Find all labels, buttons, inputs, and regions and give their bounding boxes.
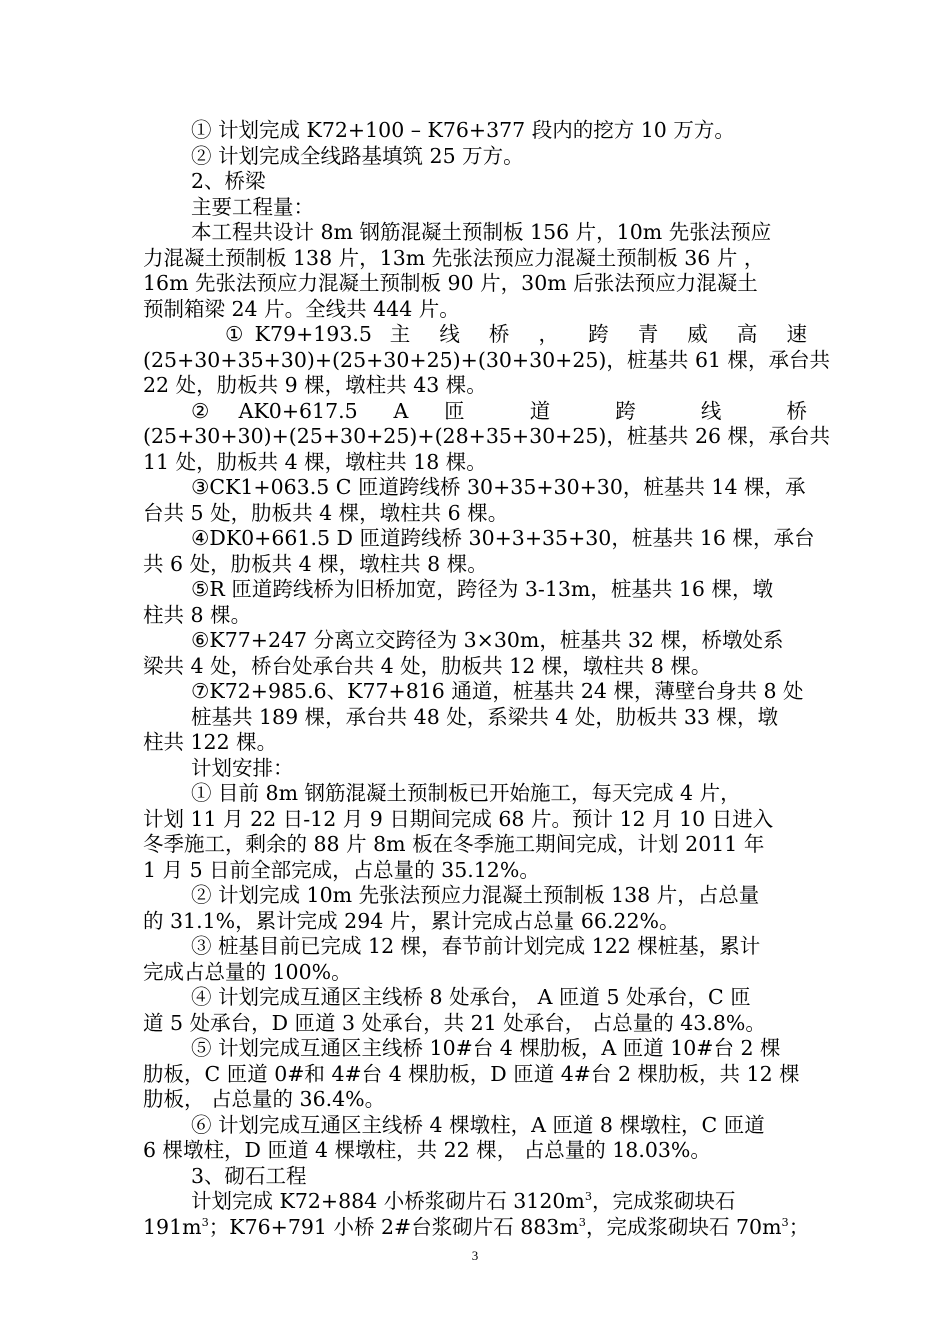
text-line: ⑦K72+985.6、K77+816 通道，桩基共 24 棵，薄壁台身共 8 处 <box>191 679 804 703</box>
text-line: 计划 11 月 22 日-12 月 9 日期间完成 68 片。预计 12 月 10 日进入 <box>143 806 774 831</box>
text-line: 柱共 8 棵。 <box>143 602 252 627</box>
superscript: 3 <box>201 1215 209 1229</box>
text-line: ⑤R 匝道跨线桥为旧桥加宽，跨径为 3-13m，桩基共 16 棵，墩 <box>191 577 773 601</box>
superscript: 3 <box>578 1215 586 1229</box>
text-line <box>143 1189 807 1215</box>
text-line: 完成占总量的 100%。 <box>143 959 352 984</box>
text-line: 桩基共 189 棵，承台共 48 处，系梁共 4 处，肋板共 33 棵，墩 <box>191 704 778 729</box>
text-line: ④ 计划完成互通区主线桥 8 处承台， A 匝道 5 处承台，C 匝 <box>191 985 751 1009</box>
text-run: ，完成浆砌块石 <box>592 1189 736 1213</box>
document-body <box>143 118 831 1240</box>
text-line: ⑥ 计划完成互通区主线桥 4 棵墩柱，A 匝道 8 棵墩柱，C 匝道 <box>191 1112 765 1137</box>
text-line: ① 计划完成 K72+100 – K76+377 段内的挖方 10 万方。 <box>191 118 735 142</box>
section-heading: 3、砌石工程 <box>191 1163 307 1188</box>
text-line: (25+30+30)+(25+30+25)+(28+35+30+25)，桩基共 26 棵，承台共 <box>143 424 831 448</box>
text-line: ② 计划完成全线路基填筑 25 万方。 <box>191 143 524 168</box>
text-line: ⑤ 计划完成互通区主线桥 10#台 4 棵肋板，A 匝道 10#台 2 棵 <box>191 1036 781 1060</box>
text-line: ③ 桩基目前已完成 12 棵，春节前计划完成 122 棵桩基，累计 <box>191 934 761 958</box>
text-line: 台共 5 处，肋板共 4 棵，墩柱共 6 棵。 <box>143 500 509 525</box>
text-line: ⑥K77+247 分离立交跨径为 3×30m，桩基共 32 棵，桥墩处系 <box>191 628 784 652</box>
text-line <box>143 1214 810 1241</box>
subheading: 计划安排： <box>191 755 294 780</box>
superscript: 3 <box>781 1215 789 1229</box>
text-line: ① 目前 8m 钢筋混凝土预制板已开始施工，每天完成 4 片， <box>191 781 741 805</box>
superscript: 3 <box>584 1190 593 1204</box>
subheading: 主要工程量： <box>191 194 314 219</box>
text-line: ②AK0+617.5 A 匝 道 跨 线 桥 <box>191 398 807 423</box>
text-run: 191m <box>143 1214 202 1239</box>
text-line: 冬季施工，剩余的 88 片 8m 板在冬季施工期间完成，计划 2011 年 <box>143 832 765 856</box>
text-run: 计划完成 K72+884 小桥浆砌片石 3120m <box>191 1189 585 1213</box>
page-number: 3 <box>471 1248 479 1263</box>
text-line: 肋板， 占总量的 36.4%。 <box>143 1087 386 1111</box>
text-run: ；K76+791 小桥 2#台浆砌片石 883m <box>208 1214 579 1239</box>
text-line: 本工程共设计 8m 钢筋混凝土预制板 156 片，10m 先张法预应 <box>191 220 772 244</box>
text-line: 的 31.1%，累计完成 294 片，累计完成占总量 66.22%。 <box>143 908 680 933</box>
text-line: 16m 先张法预应力混凝土预制板 90 片，30m 后张法预应力混凝土 <box>143 271 758 295</box>
text-line: ④DK0+661.5 D 匝道跨线桥 30+3+35+30，桩基共 16 棵，承台 <box>191 526 815 550</box>
text-line: 力混凝土预制板 138 片，13m 先张法预应力混凝土预制板 36 片 ， <box>143 245 765 270</box>
text-line: ③CK1+063.5 C 匝道跨线桥 30+35+30+30，桩基共 14 棵，承 <box>191 475 806 499</box>
text-line: 1 月 5 日前全部完成，占总量的 35.12%。 <box>143 857 540 882</box>
text-line: 梁共 4 处，桥台处承台共 4 处，肋板共 12 棵，墩柱共 8 棵。 <box>143 653 712 678</box>
text-line: 肋板，C 匝道 0#和 4#台 4 棵肋板，D 匝道 4#台 2 棵肋板，共 12 棵 <box>143 1061 800 1086</box>
text-line: 共 6 处，肋板共 4 棵，墩柱共 8 棵。 <box>143 551 488 576</box>
text-line: ①K79+193.5 主 线 桥 ， 跨 青 威 高 速 <box>225 322 807 346</box>
text-run: ，完成浆砌块石 70m <box>585 1214 782 1239</box>
text-run: ； <box>788 1214 810 1239</box>
text-line: 预制箱梁 24 片。全线共 444 片。 <box>143 296 460 321</box>
text-line: (25+30+35+30)+(25+30+25)+(30+30+25)，桩基共 61 棵，承台共 <box>143 347 831 372</box>
text-line: 6 棵墩柱，D 匝道 4 棵墩柱，共 22 棵， 占总量的 18.03%。 <box>143 1138 711 1162</box>
text-line: 22 处，肋板共 9 棵，墩柱共 43 棵。 <box>143 373 487 397</box>
text-line: ② 计划完成 10m 先张法预应力混凝土预制板 138 片，占总量 <box>191 883 760 907</box>
text-line: 11 处，肋板共 4 棵，墩柱共 18 棵。 <box>143 449 487 474</box>
section-heading: 2、桥梁 <box>191 169 266 193</box>
text-line: 柱共 122 棵。 <box>143 730 278 754</box>
text-line: 道 5 处承台，D 匝道 3 处承台，共 21 处承台， 占总量的 43.8%。 <box>143 1010 766 1035</box>
